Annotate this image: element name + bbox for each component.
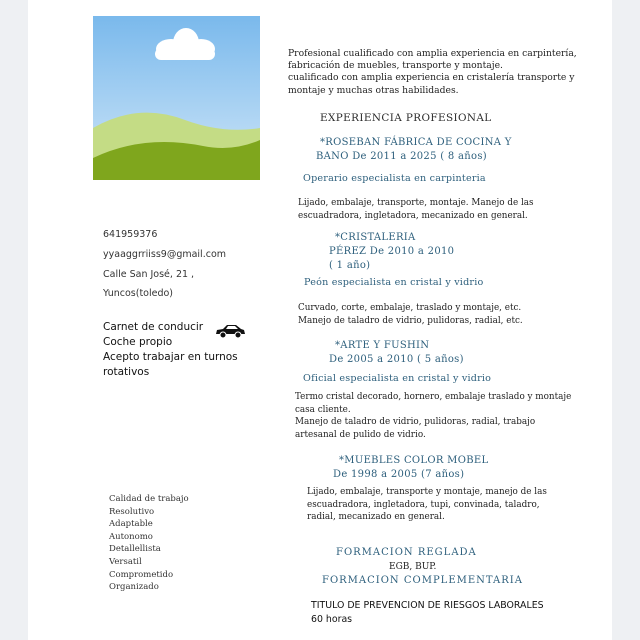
quality-item: Comprometido <box>109 569 174 580</box>
quality-item: Calidad de trabajo <box>109 494 189 504</box>
job-company-line: *ARTE Y FUSHIN <box>335 340 430 351</box>
address-street: Calle San José, 21 , <box>103 269 195 280</box>
extra-item: Coche propio <box>103 336 173 348</box>
quality-item: Resolutivo <box>109 506 155 517</box>
summary-line: cualificado con amplia experiencia en cristalería transporte y <box>288 72 575 84</box>
job-company <box>333 454 488 482</box>
job-company-line: ( 1 año) <box>329 260 371 271</box>
job-description <box>307 486 547 524</box>
address-city: Yuncos(toledo) <box>103 288 174 299</box>
job-company-line: BANO De 2011 a 2025 ( 8 años) <box>316 151 487 162</box>
job-role: Operario especialista en carpinteria <box>303 173 486 184</box>
profile-photo <box>93 16 260 180</box>
email-address[interactable]: yyaaggrriiss9@gmail.com <box>103 249 227 260</box>
job-desc-line: Termo cristal decorado, hornero, embalaje traslado y montaje <box>295 392 572 402</box>
qualities-list <box>109 493 189 594</box>
job-desc-line: casa cliente. <box>295 404 351 415</box>
job-desc-line: radial, mecanizado en general. <box>307 512 445 523</box>
job-desc-line: Curvado, corte, embalaje, traslado y montaje, etc. <box>298 303 522 313</box>
job-company-line: *ROSEBAN FÁBRICA DE COCINA Y <box>320 137 512 148</box>
job-description <box>298 302 523 327</box>
quality-item: Adaptable <box>109 519 153 530</box>
quality-item: Versatil <box>109 556 142 567</box>
course-hours: 60 horas <box>311 614 353 625</box>
job-desc-line: Lijado, embalaje, transporte, montaje. Manejo de las <box>298 198 534 208</box>
job-company-line: De 2005 a 2010 ( 5 años) <box>329 354 464 365</box>
job-desc-line: Lijado, embalaje, transporte y montaje, manejo de las <box>307 487 547 497</box>
job-company <box>329 231 454 273</box>
summary-line: montaje y muchas otras habilidades. <box>288 84 459 96</box>
job-company <box>316 136 512 164</box>
job-desc-line: Manejo de taladro de vidrio, pulidoras, radial, etc. <box>298 315 523 326</box>
course-title: TITULO DE PREVENCION DE RIESGOS LABORALES <box>311 600 544 611</box>
job-company-line: De 1998 a 2005 (7 años) <box>333 469 465 480</box>
job-description <box>295 391 571 441</box>
job-desc-line: artesanal de pulido de vidrio. <box>295 429 426 440</box>
professional-summary <box>288 48 577 97</box>
summary-line: fabricación de muebles, transporte y montaje. <box>288 60 503 72</box>
complementary-education-heading: FORMACION COMPLEMENTARIA <box>322 575 523 586</box>
summary-line: Profesional cualificado con amplia experiencia en carpintería, <box>288 48 577 59</box>
quality-item: Autonomo <box>109 531 153 542</box>
job-role: Oficial especialista en cristal y vidrio <box>303 373 492 384</box>
job-desc-line: escuadradora, ingletadora, tupi, convinada, taladro, <box>307 499 540 510</box>
job-company <box>329 339 464 367</box>
job-company-line: *MUEBLES COLOR MOBEL <box>339 455 489 466</box>
experience-heading: EXPERIENCIA PROFESIONAL <box>320 112 492 124</box>
quality-item: Detallellista <box>109 544 161 555</box>
extra-item: Acepto trabajar en turnos <box>103 351 238 363</box>
extra-item: rotativos <box>103 366 150 378</box>
job-desc-line: escuadradora, ingletadora, mecanizado en general. <box>298 210 528 221</box>
job-role: Peón especialista en cristal y vidrio <box>304 277 484 288</box>
job-company-line: *CRISTALERIA <box>335 232 416 243</box>
education-heading: FORMACION REGLADA <box>336 547 477 558</box>
job-description <box>298 197 534 222</box>
car-icon <box>214 323 246 339</box>
landscape-placeholder-icon <box>93 16 260 180</box>
education-value: EGB, BUP. <box>389 562 437 572</box>
job-company-line: PÉREZ De 2010 a 2010 <box>329 246 455 257</box>
extra-item: Carnet de conducir <box>103 321 204 333</box>
phone-number: 641959376 <box>103 229 158 240</box>
job-desc-line: Manejo de taladro de vidrio, pulidoras, radial, trabajo <box>295 417 536 428</box>
quality-item: Organizado <box>109 582 159 593</box>
